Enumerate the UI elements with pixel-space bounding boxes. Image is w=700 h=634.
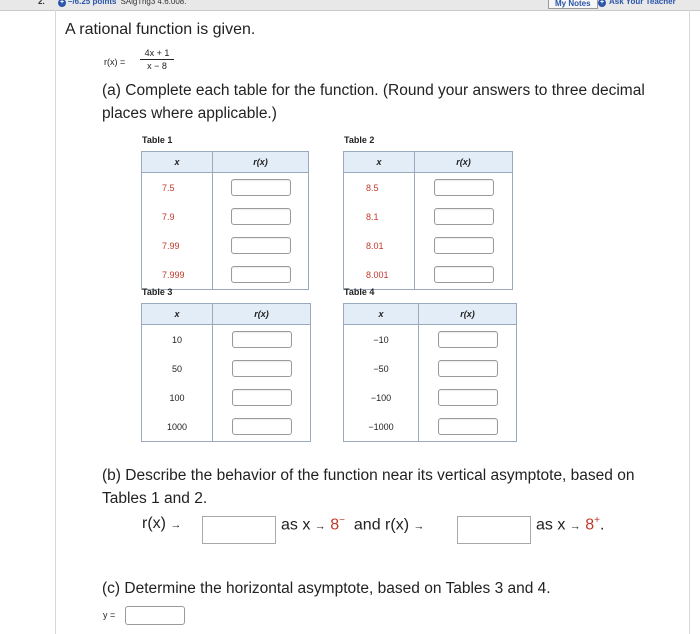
x-value: −100	[344, 383, 419, 412]
table-row	[344, 412, 517, 442]
table-3-label: Table 3	[142, 287, 173, 297]
plus-icon: +	[599, 0, 605, 6]
behavior-right-rhs: as x → 8+.	[536, 515, 605, 534]
ask-teacher-button[interactable]: + Ask Your Teacher	[599, 0, 676, 6]
x-value: 7.999	[142, 260, 213, 290]
rx-input[interactable]	[231, 179, 291, 196]
horizontal-asymptote-input[interactable]	[125, 606, 185, 625]
rx-input[interactable]	[434, 179, 494, 196]
rx-input[interactable]	[434, 266, 494, 283]
rx-input[interactable]	[231, 208, 291, 225]
table-row	[344, 383, 517, 412]
part-a-text: (a) Complete each table for the function. (Round your answers to three decimal places where applicable.)	[102, 82, 645, 122]
col-x-header: x	[142, 304, 213, 325]
table-row	[344, 354, 517, 383]
table-row	[142, 231, 309, 260]
table-row	[142, 383, 311, 412]
question-number: 2.	[38, 0, 45, 6]
col-rx-header: r(x)	[213, 304, 311, 325]
table-row	[344, 202, 513, 231]
table-row	[142, 173, 309, 203]
table-row	[344, 325, 517, 355]
limit-left-input[interactable]	[202, 516, 276, 544]
table-row	[344, 173, 513, 203]
formula-fraction	[140, 48, 174, 71]
x-value: 10	[142, 325, 213, 355]
x-value: 8.001	[344, 260, 415, 290]
rx-input[interactable]	[438, 418, 498, 435]
x-value: 8.01	[344, 231, 415, 260]
table-row	[344, 231, 513, 260]
table-3	[141, 303, 311, 442]
rx-input[interactable]	[438, 389, 498, 406]
rx-input[interactable]	[438, 360, 498, 377]
table-row	[142, 412, 311, 442]
table-2-label: Table 2	[344, 135, 375, 145]
table-row	[142, 354, 311, 383]
my-notes-button[interactable]: My Notes	[548, 0, 598, 9]
col-x-header: x	[344, 304, 419, 325]
table-4-label: Table 4	[344, 287, 375, 297]
left-border	[55, 10, 56, 634]
rx-input[interactable]	[232, 389, 292, 406]
table-1	[141, 151, 309, 290]
x-value: −1000	[344, 412, 419, 442]
part-c-text: (c) Determine the horizontal asymptote, based on Tables 3 and 4.	[102, 580, 551, 597]
rx-input[interactable]	[438, 331, 498, 348]
x-value: 8.5	[344, 173, 415, 203]
intro-text: A rational function is given.	[65, 21, 256, 38]
formula-lhs: r(x) =	[104, 57, 126, 67]
points-label: + –/6.25 points SAlgTrig3 4.6.008.	[58, 0, 186, 7]
x-value: 7.99	[142, 231, 213, 260]
table-4	[343, 303, 517, 442]
rx-input[interactable]	[232, 331, 292, 348]
col-rx-header: r(x)	[419, 304, 517, 325]
y-label: y =	[103, 610, 116, 620]
table-row	[344, 260, 513, 290]
limit-right-input[interactable]	[457, 516, 531, 544]
x-value: 100	[142, 383, 213, 412]
x-value: 8.1	[344, 202, 415, 231]
x-value: 7.9	[142, 202, 213, 231]
table-2	[343, 151, 513, 290]
x-value: 1000	[142, 412, 213, 442]
rx-input[interactable]	[231, 266, 291, 283]
formula-denominator: x − 8	[147, 61, 167, 71]
x-value: 50	[142, 354, 213, 383]
rx-input[interactable]	[232, 360, 292, 377]
rx-input[interactable]	[434, 208, 494, 225]
rx-input[interactable]	[434, 237, 494, 254]
x-value: −50	[344, 354, 419, 383]
col-rx-header: r(x)	[213, 152, 309, 173]
col-x-header: x	[344, 152, 415, 173]
table-row	[142, 325, 311, 355]
col-x-header: x	[142, 152, 213, 173]
formula-numerator: 4x + 1	[140, 48, 174, 60]
plus-icon: +	[59, 0, 65, 6]
table-row	[142, 260, 309, 290]
behavior-left-rhs: as x → 8− and r(x) →	[281, 515, 425, 534]
x-value: 7.5	[142, 173, 213, 203]
assignment-code: SAlgTrig3 4.6.008.	[120, 0, 187, 6]
table-row	[142, 202, 309, 231]
question-header-bar	[0, 0, 700, 11]
right-border	[689, 10, 690, 634]
col-rx-header: r(x)	[415, 152, 513, 173]
table-1-label: Table 1	[142, 135, 173, 145]
rx-input[interactable]	[232, 418, 292, 435]
x-value: −10	[344, 325, 419, 355]
part-b-text: (b) Describe the behavior of the function near its vertical asymptote, based on Tables 1 and 2.	[102, 467, 635, 507]
behavior-left-lhs: r(x) →	[142, 515, 182, 532]
rx-input[interactable]	[231, 237, 291, 254]
